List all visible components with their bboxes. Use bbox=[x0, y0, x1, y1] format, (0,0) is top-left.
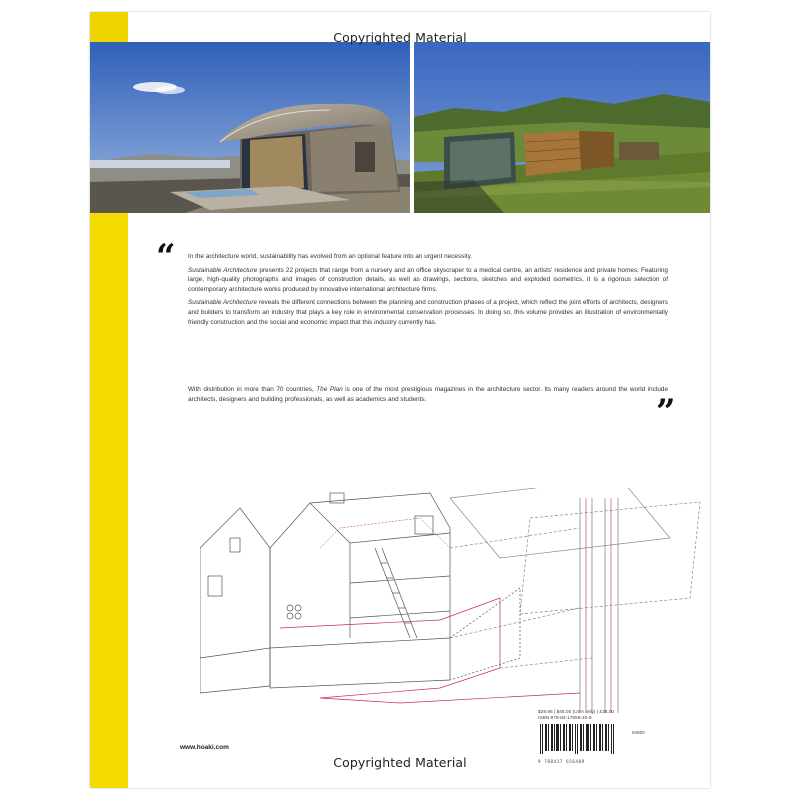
paragraph-4-end: is one of the most prestigious magazines in the architecture sector. Its many readers around the world include architects, designers and building professionals, as well as academics and students. bbox=[188, 386, 668, 403]
barcode-number: 9 788417 656409 bbox=[538, 759, 585, 764]
close-quote-mark: ” bbox=[656, 392, 676, 432]
book-back-cover bbox=[90, 12, 710, 788]
barcode-addon: 54500 bbox=[632, 730, 645, 735]
paragraph-3 bbox=[188, 298, 668, 327]
isbn-line: ISBN 978-84-17656-40-9 bbox=[538, 716, 592, 721]
publisher-website: www.hoaki.com bbox=[180, 744, 229, 751]
paragraph-2-body: presents 22 projects that range from a nursery and an office skyscraper to a medical centre, an artists' residence and private homes. Featuring large, high-quality photographs and images of construction details, as well as drawings, sections, sketches and exploded isometrics, it is a rigorous selection of contemporary architecture works produced by innovative international architecture firms. bbox=[188, 266, 668, 293]
watermark-bottom: Copyrighted Material bbox=[333, 755, 467, 770]
photo-curved-roof-house bbox=[90, 42, 410, 213]
paragraph-4 bbox=[188, 385, 668, 404]
paragraph-4-start: With distribution in more than 70 countries, bbox=[188, 386, 317, 393]
publisher-text bbox=[188, 385, 668, 408]
watermark-top: Copyrighted Material bbox=[333, 30, 467, 45]
paragraph-3-body: reveals the different connections between the planning and construction phases of a project, which reflect the joint efforts of architects, designers and builders to transform an industry that plays a key role in environmental conservation processes. In doing so, this volume provides an illustration of environmentally friendly construction and the social and economic impact that this industry currently has. bbox=[188, 299, 668, 326]
open-quote-mark: “ bbox=[156, 237, 176, 277]
description-text bbox=[188, 252, 668, 331]
paragraph-1: In the architecture world, sustainability has evolved from an optional feature into an urgent necessity. bbox=[188, 253, 473, 260]
book-title-italic: Sustainable Architecture bbox=[188, 266, 258, 274]
paragraph-2 bbox=[188, 266, 668, 295]
book-title-italic: Sustainable Architecture bbox=[188, 299, 258, 307]
isometric-house-drawing bbox=[200, 488, 710, 718]
photo-hillside-buildings bbox=[414, 42, 710, 213]
price-line: $29.95 | $45.00 (USA only) | £35.00 bbox=[538, 710, 615, 715]
magazine-title-italic: The Plan bbox=[316, 386, 343, 393]
barcode-bars-icon bbox=[538, 724, 618, 754]
